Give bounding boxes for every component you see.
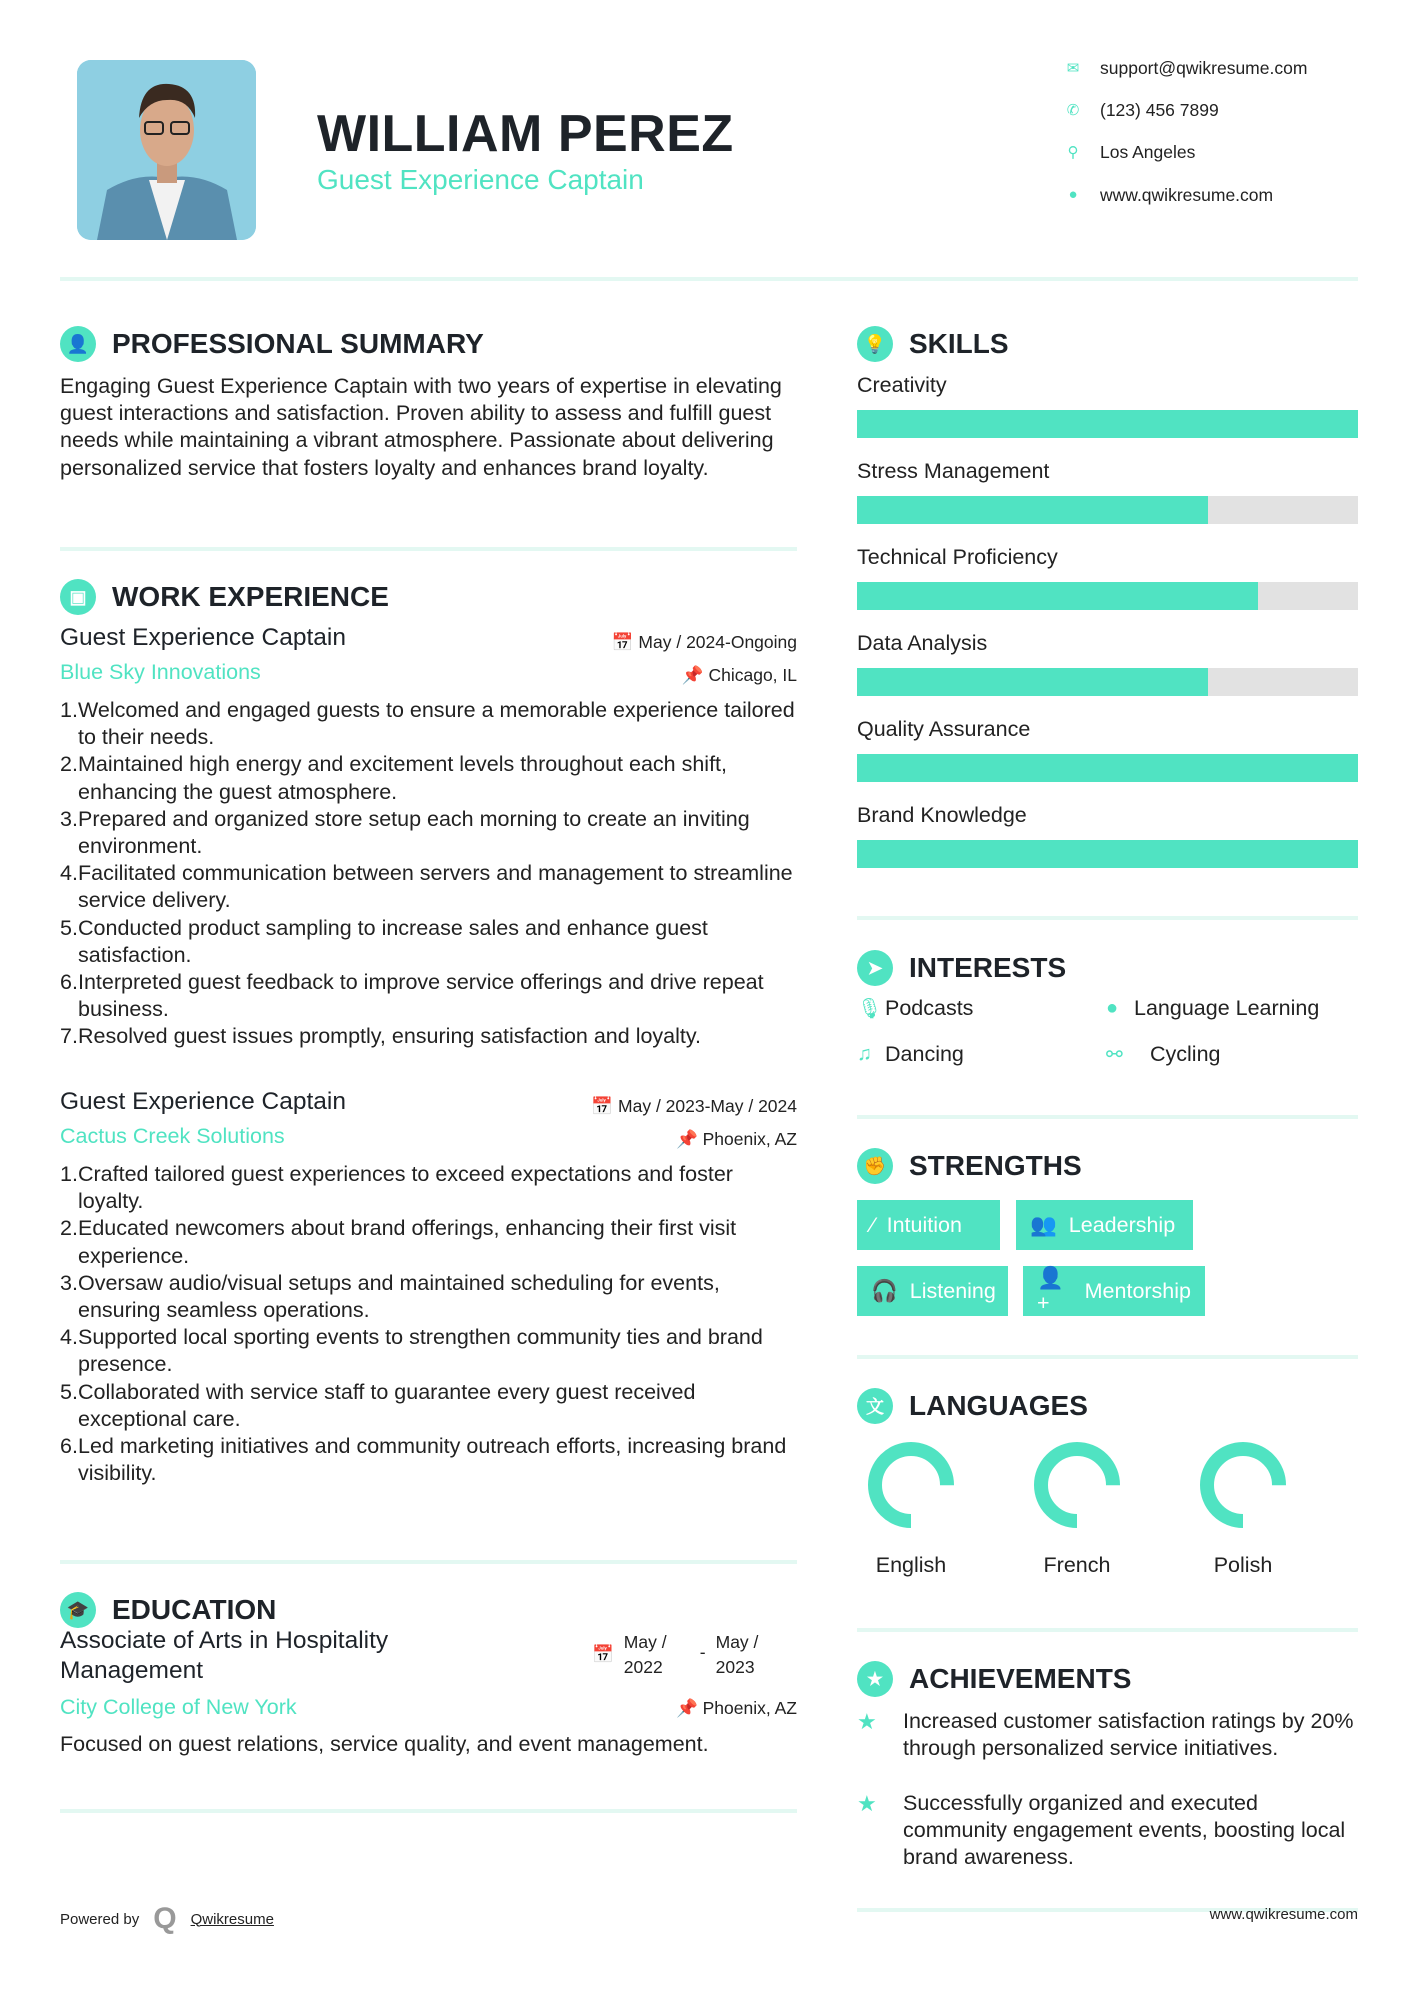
contact-text: www.qwikresume.com [1100, 185, 1274, 205]
skill-bar-fill [857, 410, 1358, 438]
job-bullet [60, 1270, 797, 1324]
section-divider [60, 1809, 797, 1813]
skill-bar [857, 410, 1358, 438]
skill-bar [857, 668, 1358, 696]
user-icon: 👤 [60, 326, 96, 362]
chip-label: Leadership [1068, 1212, 1176, 1237]
language-name: Polish [1213, 1553, 1273, 1577]
skill-name: Quality Assurance [857, 717, 1031, 741]
profile-photo [77, 60, 256, 240]
language-ring [1198, 1440, 1288, 1530]
language-item [1017, 1440, 1137, 1578]
chip-label: Intuition [886, 1212, 962, 1237]
star-icon: ★ [857, 1791, 877, 1816]
contact-text: support@qwikresume.com [1100, 58, 1308, 78]
skill-item [857, 373, 1358, 459]
email-icon: ✉ [1066, 59, 1080, 77]
job-location: 📌 Phoenix, AZ [675, 1129, 797, 1149]
bullet-number: 4. [60, 861, 78, 886]
date-text: May / 2024-Ongoing [638, 632, 797, 652]
bullet-number: 3. [60, 806, 78, 831]
skill-bar [857, 754, 1358, 782]
company-name: Cactus Creek Solutions [60, 1124, 285, 1148]
bullet-number: 2. [60, 1216, 78, 1241]
job-bullet [60, 1023, 797, 1050]
bullet-text: Interpreted guest feedback to improve service offerings and drive repeat business. [78, 970, 764, 1022]
bullet-number: 2. [60, 752, 78, 777]
skill-name: Creativity [857, 373, 947, 397]
heading-text: EDUCATION [112, 1594, 277, 1625]
job-date: 📅 May / 2024-Ongoing [611, 632, 797, 652]
paper-plane-icon: ➤ [857, 950, 893, 986]
language-name: English [875, 1553, 947, 1577]
qwikresume-logo-icon: Q [153, 1902, 177, 1935]
job-bullet [60, 1379, 797, 1433]
skill-bar-fill [857, 840, 1358, 868]
job-bullet [60, 1433, 797, 1487]
globe-icon: ● [1106, 997, 1119, 1019]
achievement-item [857, 1790, 1358, 1871]
start-date: May / 2022 [623, 1632, 667, 1677]
fist-icon: ✊ [857, 1148, 893, 1184]
interest-label: Cycling [1150, 1042, 1221, 1066]
achievement-text: Increased customer satisfaction ratings by 20% through personalized service initiatives. [903, 1709, 1354, 1760]
contact-phone [1060, 100, 1219, 121]
education-heading [60, 1592, 276, 1628]
heading-text: LANGUAGES [909, 1390, 1088, 1421]
bullet-number: 6. [60, 1434, 78, 1459]
education-dates [592, 1630, 772, 1680]
interest-label: Language Learning [1134, 996, 1320, 1020]
contact-text: Los Angeles [1100, 142, 1196, 162]
section-divider [857, 1355, 1358, 1359]
education-location: 📌 Phoenix, AZ [675, 1698, 797, 1718]
bullet-number: 5. [60, 915, 78, 940]
bullet-text: Supported local sporting events to strengthen community ties and brand presence. [78, 1325, 763, 1377]
skills-list [857, 373, 1358, 889]
bullet-text: Resolved guest issues promptly, ensuring satisfaction and loyalty. [78, 1024, 702, 1049]
language-item [1183, 1440, 1303, 1578]
bicycle-icon: ⚯ [1106, 1044, 1123, 1066]
bullet-text: Oversaw audio/visual setups and maintained scheduling for events, ensuring seamless operations. [78, 1270, 720, 1323]
footer-site-link[interactable]: www.qwikresume.com [1209, 1906, 1358, 1923]
degree-title: Associate of Arts in Hospitality Management [60, 1627, 389, 1684]
job-bullet [60, 697, 797, 751]
job-bullet [60, 860, 797, 914]
bullet-text: Prepared and organized store setup each morning to create an inviting environment. [78, 806, 750, 859]
job-date: 📅 May / 2023-May / 2024 [591, 1096, 797, 1116]
company-name: Blue Sky Innovations [60, 660, 261, 684]
skill-bar-fill [857, 668, 1208, 696]
bullet-number: 1. [60, 1162, 78, 1186]
bullet-number: 4. [60, 1325, 78, 1350]
bullet-text: Welcomed and engaged guests to ensure a memorable experience tailored to their needs. [78, 698, 795, 750]
job-bullets [60, 1161, 797, 1487]
phone-icon: ✆ [1066, 101, 1080, 119]
strength-chip [1016, 1200, 1193, 1250]
heading-text: INTERESTS [909, 952, 1067, 983]
footer-powered [60, 1902, 274, 1936]
end-date: May / 2023 [715, 1632, 759, 1677]
heading-text: WORK EXPERIENCE [112, 581, 389, 612]
lightbulb-icon: 💡 [857, 326, 893, 362]
section-divider [857, 916, 1358, 920]
location-text: Phoenix, AZ [702, 1698, 797, 1718]
bullet-text: Facilitated communication between servers and management to streamline service delivery. [78, 861, 793, 913]
bullet-number: 1. [60, 698, 78, 722]
skill-item [857, 459, 1358, 545]
strength-chip [857, 1200, 1000, 1250]
user-plus-icon: 👤+ [1037, 1266, 1064, 1315]
job-title: Guest Experience Captain [60, 1088, 346, 1115]
headphones-icon: 🎧 [871, 1278, 898, 1303]
brand-link[interactable]: Qwikresume [190, 1910, 274, 1928]
graduate-icon: 🎓 [60, 1592, 96, 1628]
skill-item [857, 631, 1358, 717]
summary-heading [60, 326, 484, 362]
strengths-heading [857, 1148, 1082, 1184]
language-item [851, 1440, 971, 1578]
location-text: Chicago, IL [708, 665, 797, 685]
interest-label: Podcasts [885, 996, 974, 1020]
music-icon: ♫ [857, 1043, 872, 1065]
skill-bar [857, 496, 1358, 524]
location-icon: ⚲ [1067, 143, 1079, 161]
job-bullet [60, 915, 797, 969]
star-badge-icon: ★ [857, 1661, 893, 1697]
heading-text: ACHIEVEMENTS [909, 1663, 1132, 1694]
job-entry [60, 624, 797, 1051]
section-divider [60, 1560, 797, 1564]
work-heading [60, 579, 389, 615]
skill-item [857, 803, 1358, 889]
skill-bar-fill [857, 496, 1208, 524]
job-bullets [60, 697, 797, 1051]
header-divider [60, 277, 1358, 281]
location-text: Phoenix, AZ [702, 1129, 797, 1149]
date-text: May / 2023-May / 2024 [618, 1096, 797, 1116]
chip-label: Mentorship [1084, 1278, 1191, 1303]
job-bullet [60, 751, 797, 805]
education-description: Focused on guest relations, service quality, and event management. [60, 1732, 709, 1756]
school-name: City College of New York [60, 1695, 297, 1719]
users-icon: 👥 [1030, 1212, 1057, 1237]
chip-label: Listening [909, 1278, 996, 1303]
language-name: French [1043, 1553, 1111, 1577]
globe-icon: ● [1068, 185, 1078, 203]
skill-item [857, 717, 1358, 803]
achievement-item [857, 1708, 1358, 1762]
candidate-title: Guest Experience Captain [317, 164, 644, 195]
contact-email[interactable] [1060, 58, 1307, 79]
bullet-number: 5. [60, 1379, 78, 1404]
bullet-number: 3. [60, 1270, 78, 1295]
skill-name: Brand Knowledge [857, 803, 1027, 827]
microphone-icon: 🎙 [857, 998, 883, 1020]
skill-name: Technical Proficiency [857, 545, 1058, 569]
job-bullet [60, 806, 797, 860]
interest-label: Dancing [885, 1042, 964, 1066]
job-title: Guest Experience Captain [60, 624, 346, 651]
job-bullet [60, 1161, 797, 1215]
achievement-text: Successfully organized and executed community engagement events, boosting local brand awareness. [903, 1791, 1346, 1869]
magic-wand-icon: ⁄ [871, 1212, 875, 1237]
skill-name: Stress Management [857, 459, 1050, 483]
skill-bar [857, 840, 1358, 868]
job-bullet [60, 1324, 797, 1378]
job-location: 📌 Chicago, IL [681, 665, 797, 685]
bullet-number: 6. [60, 970, 78, 995]
section-divider [857, 1628, 1358, 1632]
interests-heading [857, 950, 1066, 986]
skill-bar-fill [857, 754, 1358, 782]
contact-location [1060, 142, 1195, 163]
heading-text: STRENGTHS [909, 1150, 1082, 1181]
star-icon: ★ [857, 1709, 877, 1734]
calendar-icon: 📅 [592, 1644, 614, 1664]
bullet-number: 7. [60, 1024, 78, 1049]
section-divider [60, 547, 797, 551]
contact-text: (123) 456 7899 [1100, 100, 1219, 120]
interest-item [1106, 1042, 1221, 1067]
skill-item [857, 545, 1358, 631]
candidate-name: WILLIAM PEREZ [317, 105, 734, 163]
bullet-text: Collaborated with service staff to guarantee every guest received exceptional care. [78, 1379, 696, 1431]
skills-heading [857, 326, 1009, 362]
summary-text: Engaging Guest Experience Captain with two years of expertise in elevating guest interactions and satisfaction. Proven ability to assess and fulfill guest needs while maintaining a vibrant atmosphere. Passionate about delivering personalized service that fosters loyalty and enhances brand loyalty. [60, 374, 782, 480]
bullet-text: Led marketing initiatives and community outreach efforts, increasing brand visibility. [78, 1434, 787, 1486]
language-ring [1032, 1440, 1122, 1530]
skill-bar [857, 582, 1358, 610]
interest-item [857, 1042, 964, 1067]
briefcase-icon: ▣ [60, 579, 96, 615]
achievements-heading [857, 1661, 1131, 1697]
bullet-text: Maintained high energy and excitement levels throughout each shift, enhancing the guest atmosphere. [78, 752, 727, 804]
date-separator: - [699, 1642, 706, 1662]
bullet-text: Crafted tailored guest experiences to exceed expectations and foster loyalty. [78, 1162, 733, 1214]
language-icon: 文 [857, 1388, 893, 1424]
strength-chip [1023, 1266, 1205, 1316]
languages-heading [857, 1388, 1088, 1424]
interest-item [1106, 996, 1319, 1021]
language-ring [866, 1440, 956, 1530]
powered-by-text: Powered by [60, 1910, 140, 1928]
job-entry [60, 1088, 797, 1487]
bullet-text: Educated newcomers about brand offerings, enhancing their first visit experience. [78, 1216, 737, 1268]
heading-text: SKILLS [909, 328, 1009, 359]
skill-bar-fill [857, 582, 1258, 610]
job-bullet [60, 969, 797, 1023]
section-divider [857, 1115, 1358, 1119]
strength-chip [857, 1266, 1008, 1316]
interest-item [857, 996, 973, 1021]
heading-text: PROFESSIONAL SUMMARY [112, 328, 484, 359]
contact-website[interactable] [1060, 185, 1273, 206]
job-bullet [60, 1215, 797, 1269]
skill-name: Data Analysis [857, 631, 988, 655]
bullet-text: Conducted product sampling to increase sales and enhance guest satisfaction. [78, 915, 708, 967]
